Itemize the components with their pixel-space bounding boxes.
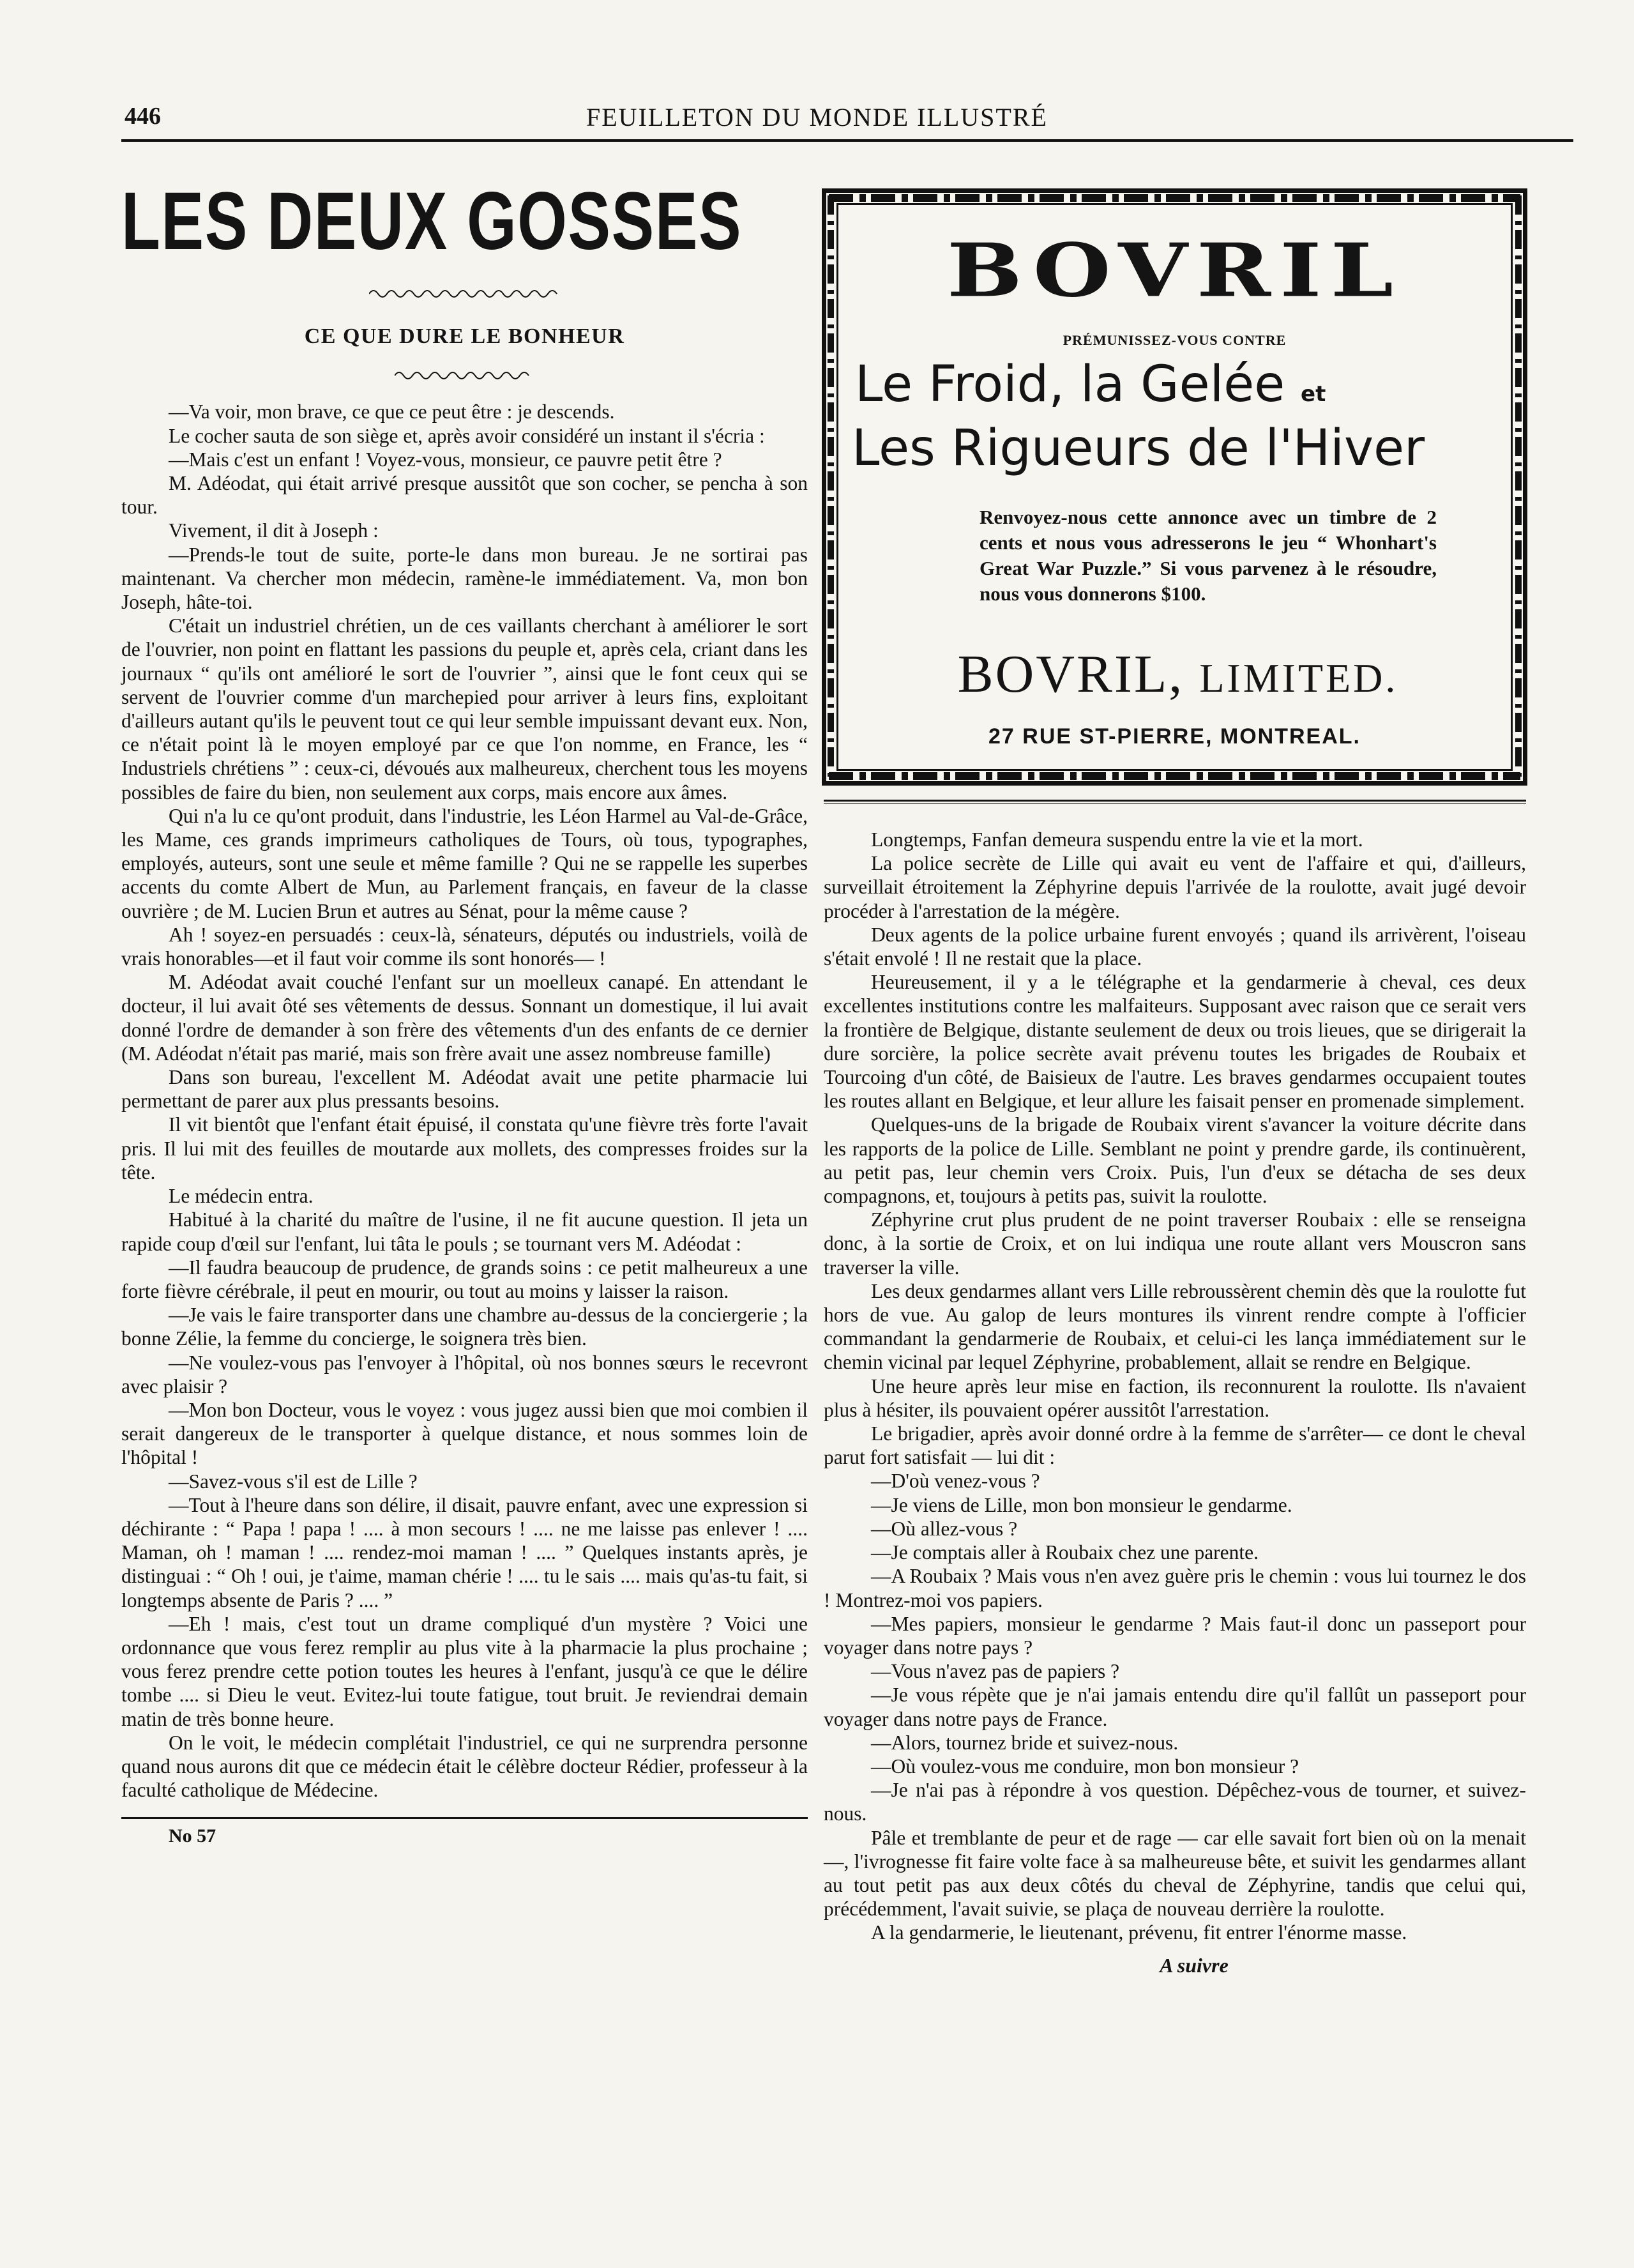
ad-body-text: Renvoyez-nous cette annonce avec un timbre de 2 cents et nous vous adresserons le jeu “ Whonhart's Great War Puzzle.” Si vous parvenez à le résoudre, nous vous donnerons $100. <box>980 506 1437 605</box>
paragraph: —Où allez-vous ? <box>871 1517 1018 1540</box>
paragraph: —Je n'ai pas à répondre à vos question. Dépêchez-vous de tourner, et suivez-nous. <box>824 1779 1526 1825</box>
paragraph: —Il faudra beaucoup de prudence, de grands soins : ce petit malheureux a une forte fièvre cérébrale, il peut en mourir, ou tout au moins y laisser la raison. <box>121 1256 808 1302</box>
paragraph: —A Roubaix ? Mais vous n'en avez guère pris le chemin : vous lui tournez le dos ! Montrez-moi vos papiers. <box>824 1565 1526 1611</box>
paragraph: —Je viens de Lille, mon bon monsieur le gendarme. <box>871 1493 1292 1516</box>
ad-border-stripes <box>829 772 1520 780</box>
paragraph: —Mais c'est un enfant ! Voyez-vous, monsieur, ce pauvre petit être ? <box>169 448 722 471</box>
paragraph: —Eh ! mais, c'est tout un drame compliqué d'un mystère ? Voici une ordonnance que vous ferez remplir au plus vite à la pharmacie la plus prochaine ; vous ferez prendre cette potion toutes les heures à l'enfant, jusqu'à ce que le délire tombe .... si Dieu le veut. Evitez-lui toute fatigue, tout bruit. Je reviendrai demain matin de très bonne heure. <box>121 1612 808 1730</box>
story-title: LES DEUX GOSSES <box>121 176 743 267</box>
paragraph: Deux agents de la police urbaine furent envoyés ; quand ils arrivèrent, l'oiseau s'était envolé ! Il ne restait que la place. <box>824 923 1526 970</box>
to-be-continued: A suivre <box>1160 1953 1229 1977</box>
ad-company-name <box>858 643 1497 705</box>
paragraph: —Je comptais aller à Roubaix chez une parente. <box>871 1541 1259 1564</box>
ad-headline-2: Les Rigueurs de l'Hiver <box>852 420 1425 477</box>
bovril-advertisement <box>822 188 1527 786</box>
paragraph: Le cocher sauta de son siège et, après avoir considéré un instant il s'écria : <box>169 424 765 447</box>
paragraph: C'était un industriel chrétien, un de ces vaillants cherchant à améliorer le sort de l'ouvrier, non point en flattant les passions du peuple et, après cela, criant dans les journaux “ qu'ils ont amélioré le sort de l'ouvrier ”, ainsi que le font ceux qui se servent de l'ouvrier comme d'un marchepied pour arriver à leurs fins, exploitant d'ailleurs autant qu'ils le peuvent tout ce qui leur semble impuissant devant eux. Non, ce n'était point là le moyen employé par ce que l'on nomme, en France, les “ Industriels chrétiens ” : ceux-ci, dévoués aux malheureux, cherchent tous les moyens possibles de faire du bien, non seulement aux corps, mais encore aux âmes. <box>121 614 808 803</box>
paragraph: Habitué à la charité du maître de l'usine, il ne fit aucune question. Il jeta un rapide coup d'œil sur l'enfant, lui tâta le pouls ; se tournant vers M. Adéodat : <box>121 1208 808 1255</box>
paragraph: —Je vous répète que je n'ai jamais entendu dire qu'il fallût un passeport pour voyager dans notre pays de France. <box>824 1684 1526 1730</box>
paragraph: Longtemps, Fanfan demeura suspendu entre la vie et la mort. <box>871 828 1363 851</box>
paragraph: —Savez-vous s'il est de Lille ? <box>169 1470 418 1493</box>
paragraph: —Ne voulez-vous pas l'envoyer à l'hôpital, où nos bonnes sœurs le recevront avec plaisir ? <box>121 1351 808 1397</box>
ad-brand-name: BOVRIL <box>946 227 1403 314</box>
paragraph: Quelques-uns de la brigade de Roubaix virent s'avancer la voiture décrite dans les rapports de la police de Lille. Semblant ne point y prendre garde, ils continuèrent, au petit pas, leur chemin vers Croix. Puis, l'un d'eux se détacha de ses deux compagnons, et, toujours à petits pas, suivit la roulotte. <box>824 1113 1526 1208</box>
paragraph: —Prends-le tout de suite, porte-le dans mon bureau. Je ne sortirai pas maintenant. Va chercher mon médecin, ramène-le immédiatement. Va, mon bon Joseph, hâte-toi. <box>121 543 808 614</box>
ad-premunissez: PRÉMUNISSEZ-VOUS CONTRE <box>1063 332 1287 348</box>
paragraph: Il vit bientôt que l'enfant était épuisé, il constata qu'une fièvre très forte l'avait pris. Il lui mit des feuilles de moutarde aux mollets, des compresses froides sur la tête. <box>121 1113 808 1183</box>
story-column-right <box>824 828 1526 1977</box>
ad-company-limited: LIMITED. <box>1199 655 1398 701</box>
paragraph: —Va voir, mon brave, ce que ce peut être : je descends. <box>169 400 615 423</box>
column-separator-rule-thin <box>824 803 1526 804</box>
paragraph: Pâle et tremblante de peur et de rage — car elle savait fort bien où on la menait —, l'ivrognesse fit faire volte face à sa malheureuse bête, et suivit les gendarmes allant au tout petit pas aux deux côtés du cheval de Zéphyrine, tandis que celui qui, précédemment, l'avait suivie, se plaça de nouveau derrière la roulotte. <box>824 1826 1526 1921</box>
paragraph: A la gendarmerie, le lieutenant, prévenu, fit entrer l'énorme masse. <box>871 1921 1407 1944</box>
paragraph: —Mon bon Docteur, vous le voyez : vous jugez aussi bien que moi combien il serait dangereux de le transporter à quelque distance, et nous sommes loin de l'hôpital ! <box>121 1398 808 1469</box>
page-number: 446 <box>125 103 161 130</box>
story-body-left <box>121 400 808 1802</box>
paragraph: —Où voulez-vous me conduire, mon bon monsieur ? <box>871 1754 1299 1777</box>
issue-number: No 57 <box>169 1825 216 1847</box>
story-column-left <box>121 172 808 1847</box>
paragraph: —Tout à l'heure dans son délire, il disait, pauvre enfant, avec une expression si déchirante : “ Papa ! papa ! .... à mon secours ! .... ne me laisse pas enlever ! .... Maman, oh ! maman ! .... rendez-moi maman ! .... ” Quelques instants après, je distinguai : “ Oh ! oui, je t'aime, maman chérie ! .... tu le sais .... mais qu'as-tu fait, si longtemps absente de Paris ? .... ” <box>121 1493 808 1611</box>
decorative-wavy-rule <box>369 286 561 299</box>
paragraph: Les deux gendarmes allant vers Lille rebroussèrent chemin dès que la roulotte fut hors de vue. Au galop de leurs montures ils vinrent rendre compte à l'officier commandant la gendarmerie de Roubaix, et celui-ci les lança immédiatement sur le chemin vicinal par lequel Zéphyrine, probablement, allait se rendre en Belgique. <box>824 1279 1526 1374</box>
paragraph: Heureusement, il y a le télégraphe et la gendarmerie à cheval, ces deux excellentes institutions contre les malfaiteurs. Supposant avec raison que ce serait vers la frontière de Belgique, distante seulement de deux ou trois lieues, que se dirigerait la dure sorcière, la police secrète avait prévenu toutes les brigades de Roubaix et Tourcoing d'un côté, de Baisieux de l'autre. Les braves gendarmes occupaient toutes les routes allant en Belgique, et leur allure les faisait penser en promenade simplement. <box>824 971 1526 1113</box>
paragraph: M. Adéodat avait couché l'enfant sur un moelleux canapé. En attendant le docteur, il lui avait ôté ses vêtements de dessus. Sonnant un domestique, il lui avait donné l'ordre de demander à son frère des vêtements d'un des enfants de ce dernier (M. Adéodat n'était pas marié, mais son frère avait une assez nombreuse famille) <box>121 971 808 1065</box>
paragraph: Qui n'a lu ce qu'ont produit, dans l'industrie, les Léon Harmel au Val-de-Grâce, les Mame, ces grands imprimeurs catholiques de Tours, où tous, typographes, employés, auteurs, sont une seule et même famille ? Qui ne se rappelle les superbes accents du comte Albert de Mun, au Parlement français, en faveur de la classe ouvrière ; de M. Lucien Brun et autres au Sénat, pour la même cause ? <box>121 804 808 922</box>
paragraph: Une heure après leur mise en faction, ils reconnurent la roulotte. Ils n'avaient plus à hésiter, ils pouvaient opérer aussitôt l'arrestation. <box>824 1374 1526 1421</box>
story-subtitle: CE QUE DURE LE BONHEUR <box>304 324 625 349</box>
ad-border-stripes <box>829 194 1520 202</box>
paragraph: —Je vais le faire transporter dans une chambre au-dessus de la conciergerie ; la bonne Zélie, la femme du concierge, le soignera très bien. <box>121 1304 808 1350</box>
ad-company-main: BOVRIL, <box>957 644 1184 704</box>
page-header-title: FEUILLETON DU MONDE ILLUSTRÉ <box>586 103 1048 132</box>
paragraph: La police secrète de Lille qui avait eu vent de l'affaire et qui, d'ailleurs, surveillait étroitement la Zéphyrine depuis l'arrivée de la roulotte, avait jugé devoir procéder à l'arrestation de la mégère. <box>824 852 1526 922</box>
paragraph: Ah ! soyez-en persuadés : ceux-là, sénateurs, députés ou industriels, voilà de vrais honorables—et il faut voir comme ils sont honorés— ! <box>121 923 808 970</box>
paragraph: Le brigadier, après avoir donné ordre à la femme de s'arrêter— ce dont le cheval parut fort satisfait — lui dit : <box>824 1422 1526 1469</box>
paragraph: Vivement, il dit à Joseph : <box>169 519 379 542</box>
ad-headline-1-text: Le Froid, la Gelée <box>855 356 1285 413</box>
paragraph: M. Adéodat, qui était arrivé presque aussitôt que son cocher, se pencha à son tour. <box>121 472 808 519</box>
header-rule <box>121 139 1573 142</box>
paragraph: —Vous n'avez pas de papiers ? <box>871 1660 1120 1683</box>
ad-headline-et: et <box>1301 381 1326 407</box>
ad-address: 27 RUE ST-PIERRE, MONTREAL. <box>988 724 1361 749</box>
paragraph: Le médecin entra. <box>169 1185 314 1208</box>
ad-headline-1 <box>855 356 1504 413</box>
paragraph: On le voit, le médecin complétait l'industriel, ce qui ne surprendra personne quand nous aurons dit que ce médecin était le célèbre docteur Rédier, professeur à la faculté catholique de Médecine. <box>121 1731 808 1802</box>
paragraph: —Alors, tournez bride et suivez-nous. <box>871 1731 1179 1754</box>
paragraph: —Mes papiers, monsieur le gendarme ? Mais faut-il donc un passeport pour voyager dans notre pays ? <box>824 1612 1526 1659</box>
issue-rule <box>121 1817 808 1819</box>
decorative-wavy-rule-small <box>395 368 535 381</box>
paragraph: —D'où venez-vous ? <box>871 1470 1040 1493</box>
column-separator-rule <box>824 800 1526 802</box>
paragraph: Zéphyrine crut plus prudent de ne point traverser Roubaix : elle se renseigna donc, à la sortie de Croix, et on lui indiqua une route allant vers Mouscron sans traverser la ville. <box>824 1208 1526 1279</box>
paragraph: Dans son bureau, l'excellent M. Adéodat avait une petite pharmacie lui permettant de parer aux plus pressants besoins. <box>121 1066 808 1113</box>
